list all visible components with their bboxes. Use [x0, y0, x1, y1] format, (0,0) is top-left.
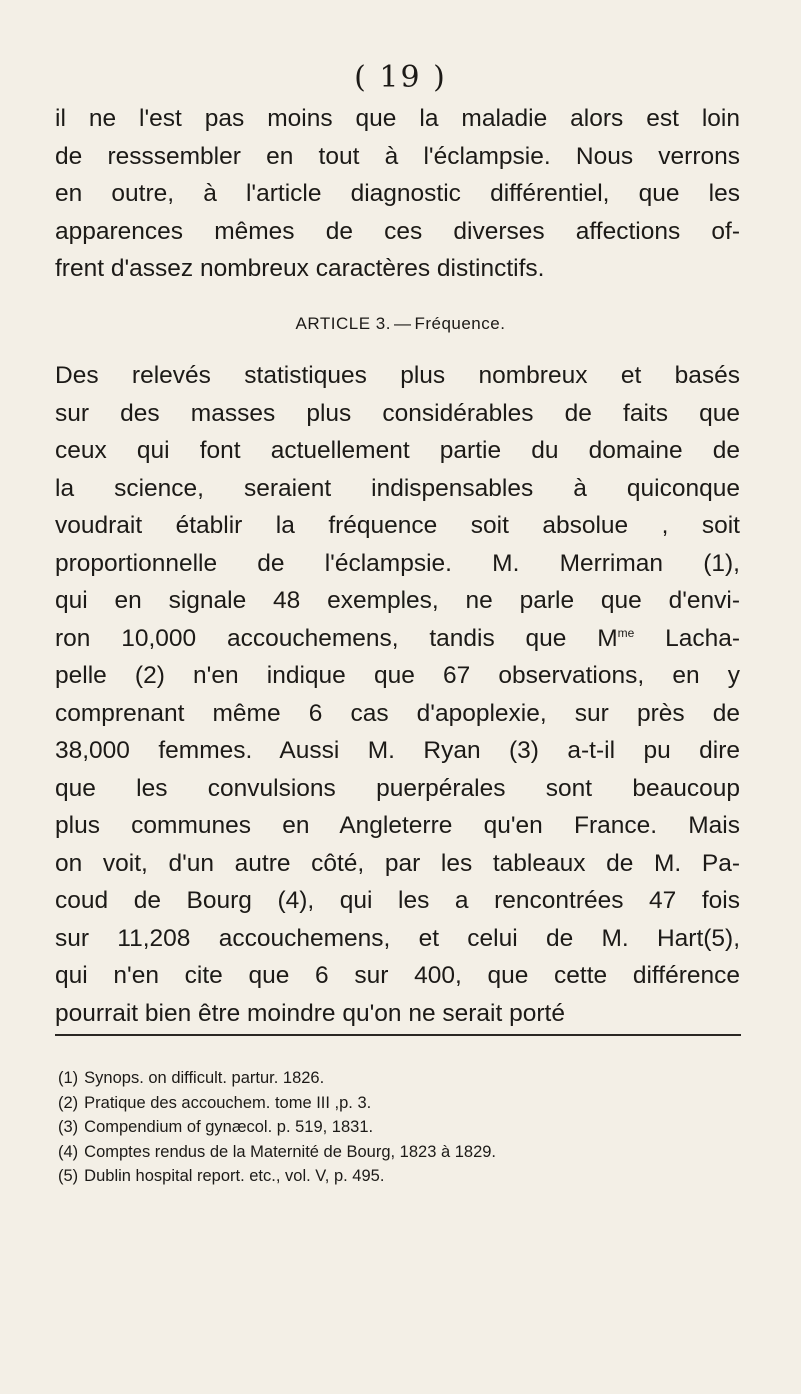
text-line: coud de Bourg (4), qui les a rencontrées 47 fois	[55, 887, 740, 914]
footnote-text: Synops. on difficult. partur. 1826.	[84, 1069, 325, 1087]
article-heading	[0, 314, 801, 334]
paragraph-frequency	[55, 357, 740, 1032]
footnote-item	[58, 1091, 738, 1116]
text-line: la science, seraient indispensables à quiconque	[55, 474, 740, 502]
paragraph-continuation	[55, 100, 740, 288]
footnote-text: Pratique des accouchem. tome III ,p. 3.	[84, 1093, 372, 1112]
text-line: pourrait bien être moindre qu'on ne serait porté	[55, 999, 565, 1027]
footnote-item	[58, 1140, 738, 1165]
footnote-text: Comptes rendus de la Maternité de Bourg, 1823 à 1829.	[84, 1142, 497, 1161]
footnote-mark: (1)	[58, 1069, 79, 1087]
text-line: on voit, d'un autre côté, par les tableaux de M. Pa-	[55, 849, 740, 877]
footnote-mark: (4)	[58, 1142, 79, 1161]
text-line: sur des masses plus considérables de faits que	[55, 399, 740, 427]
text-line: comprenant même 6 cas d'apoplexie, sur près de	[55, 699, 740, 727]
text-line: Des relevés statistiques plus nombreux et basés	[55, 362, 740, 389]
footnote-item	[58, 1115, 738, 1140]
superscript-abbreviation: me	[617, 625, 635, 640]
footnote-mark: (5)	[58, 1167, 79, 1185]
footnote-text: Dublin hospital report. etc., vol. V, p. 495.	[84, 1167, 385, 1185]
footnote-text: Compendium of gynæcol. p. 519, 1831.	[84, 1118, 374, 1136]
text-line: il ne l'est pas moins que la maladie alors est loin	[55, 105, 740, 132]
text-line: qui en signale 48 exemples, ne parle que d'envi-	[55, 587, 740, 614]
text-line: qui n'en cite que 6 sur 400, que cette différence	[55, 962, 740, 989]
text-line-end: Lacha-	[634, 624, 741, 652]
footnote-mark: (3)	[58, 1118, 79, 1136]
text-line: sur 11,208 accouchemens, et celui de M. Hart(5),	[55, 924, 740, 952]
text-line: pelle (2) n'en indique que 67 observations, en y	[55, 662, 740, 689]
text-line: plus communes en Angleterre qu'en France. Mais	[55, 812, 740, 839]
page-number: ( 19 )	[354, 60, 447, 95]
article-dash: —	[393, 314, 412, 333]
text-line	[55, 620, 740, 658]
text-line: ceux qui font actuellement partie du domaine de	[55, 437, 740, 464]
text-line-start: ron 10,000 accouchemens, tandis que M	[55, 624, 618, 652]
text-line: proportionnelle de l'éclampsie. M. Merriman (1),	[55, 549, 740, 577]
text-line: frent d'assez nombreux caractères distinctifs.	[55, 255, 545, 282]
text-line: en outre, à l'article diagnostic différentiel, que les	[55, 180, 740, 207]
footnote-item	[58, 1164, 738, 1189]
text-line: de resssembler en tout à l'éclampsie. Nous verrons	[55, 142, 740, 170]
article-label: ARTICLE 3.	[295, 314, 391, 333]
text-line: voudrait établir la fréquence soit absolue , soit	[55, 512, 740, 539]
text-line: apparences mêmes de ces diverses affections of-	[55, 217, 740, 245]
text-line: 38,000 femmes. Aussi M. Ryan (3) a-t-il pu dire	[55, 737, 740, 764]
footnotes-list	[58, 1066, 738, 1189]
footnote-item	[58, 1066, 738, 1091]
article-title: Fréquence.	[414, 314, 506, 333]
footnote-mark: (2)	[58, 1093, 79, 1112]
footnote-divider	[55, 1034, 741, 1036]
text-line: que les convulsions puerpérales sont beaucoup	[55, 774, 740, 802]
